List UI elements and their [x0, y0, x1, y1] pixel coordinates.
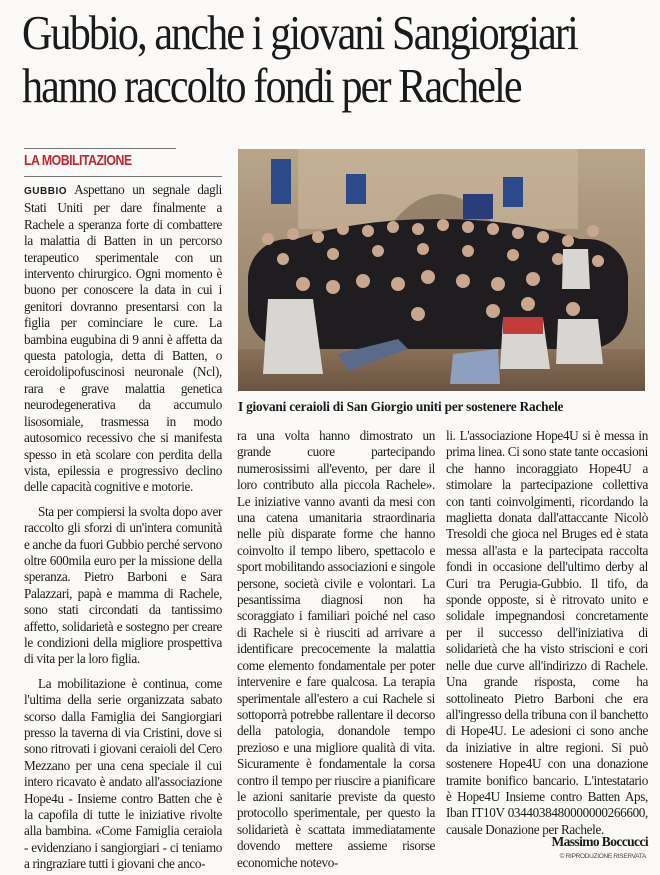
paragraph	[24, 182, 222, 496]
dateline: GUBBIO	[24, 186, 67, 197]
paragraph: li. L'associazione Hope4U si è messa in prima linea. Ci sono state tante occasioni che hanno incoraggiato Hope4U a stimolare la partecipazione collettiva con tanti coinvolgimenti, ricordando la maglietta donata dall'attaccante Nicolò Tresoldi che gioca nel Bruges ed è stata messa all'asta e la partecipata raccolta fondi in occasione dell'ultimo derby al Curi tra Perugia-Gubbio. Il tifo, da sponde opposte, si è ritrovato unito e solidale impegnandosi concretamente per il successo dell'iniziativa di solidarietà che ha visto striscioni e cori nelle due curve all'indirizzo di Rachele. Una grande risposta, come ha sottolineato Pietro Barboni che era all'ingresso della tribuna con il banchetto di Hope4U. Le adesioni ci sono anche da iniziative in altre regioni. Si può sostenere Hope4U con una donazione tramite bonifico bancario. L'intestatario è Hope4U Insieme contro Batten Aps, Iban IT10V 0344038480000000266600, causale Donazione per Rachele.	[446, 428, 648, 837]
article-column-1	[24, 182, 222, 873]
article-column-2	[237, 428, 435, 871]
headline-line-1: Gubbio, anche i giovani Sangiorgiari	[22, 5, 577, 60]
headline	[22, 6, 658, 112]
copyright-notice: © RIPRODUZIONE RISERVATA	[559, 853, 646, 860]
paragraph: La mobilitazione è continua, come l'ultima della serie organizzata sabato scorso dalla Famiglia dei Sangiorgiari presso la taverna di via Cristini, dove si sono ritrovati i giovani ceraioli del Cero Mezzano per una cena speciale il cui intero ricavato è andato all'associazione Hope4u - Insieme contro Batten che è la capofila di tutte le iniziative rivolte alla bambina. «Come Famiglia ceraiola - evidenziano i sangiorgiari - ci teniamo a ringraziare tutti i giovani che anco-	[24, 675, 222, 872]
author-byline: Massimo Boccucci	[551, 834, 648, 849]
section-kicker: LA MOBILITAZIONE	[24, 152, 132, 169]
banner-icon	[503, 177, 523, 207]
headline-line-2: hanno raccolto fondi per Rachele	[22, 58, 521, 113]
banner-icon	[346, 174, 366, 204]
article-column-3	[446, 428, 648, 838]
divider	[24, 148, 176, 149]
article-photo	[238, 149, 645, 391]
divider	[24, 176, 222, 177]
photo-caption: I giovani ceraioli di San Giorgio uniti per sostenere Rachele	[238, 399, 564, 414]
paragraph: ra una volta hanno dimostrato un grande cuore partecipando numerosissimi all'evento, per dare il loro contributo alla piccola Rachele». Le iniziative vanno avanti da mesi con una catena umanitaria straordinaria nelle più disparate forme che hanno coinvolto il tempo libero, spettacolo e sport mobilitando associazioni e singole persone, società civile e volontari. La pesantissima diagnosi non ha scoraggiato i familiari poiché nel caso di Rachele si è riusciti ad arrivare a identificare precocemente la malattia come elemento fondamentale per poter intervenire e fare qualcosa. La terapia sperimentale all'estero a cui Rachele si sottoporrà potrebbe rallentare il decorso della patologia, donandole tempo prezioso e una migliore qualità di vita. Sicuramente è fondamentale la corsa contro il tempo per riuscire a pianificare le azioni sanitarie previste da questo protocollo sperimentale, per questo la solidarietà è scattata immediatamente dovendo mettere assieme risorse economiche notevo-	[237, 428, 435, 870]
paragraph-text: Aspettano un segnale dagli Stati Uniti per dare finalmente a Rachele a speranza forte di combattere la malattia di Batten in un percorso terapeutico sperimentale con un intervento chirurgico. Ogni momento è buono per conoscere la data in cui i genitori dovranno presentarsi con la figlia per cominciare le cure. La bambina eugubina di 9 anni è affetta da questa patologia, detta di Batten, o ceroidolipofuscinosi neuronale (Ncl), rara e grave malattia genetica neurodegenerativa da accumulo lisosomiale, trasmessa in modo autosomico recessivo che si manifesta spesso in età scolare con perdita della vista, epilessia e progressivo declino delle capacità cognitive e motorie.	[24, 182, 222, 495]
banner-icon	[463, 194, 493, 219]
banner-icon	[271, 159, 291, 204]
group-photo-illustration	[238, 149, 645, 391]
paragraph: Sta per compiersi la svolta dopo aver raccolto gli sforzi di un'intera comunità e anche da fuori Gubbio perché servono oltre 600mila euro per la missione della speranza. Pietro Barboni e Sara Palazzari, papà e mamma di Rachele, sono stati circondati da tantissimo affetto, solidarietà e sostegno per creare le condizioni della migliore prospettiva di vita per la loro figlia.	[24, 503, 222, 667]
